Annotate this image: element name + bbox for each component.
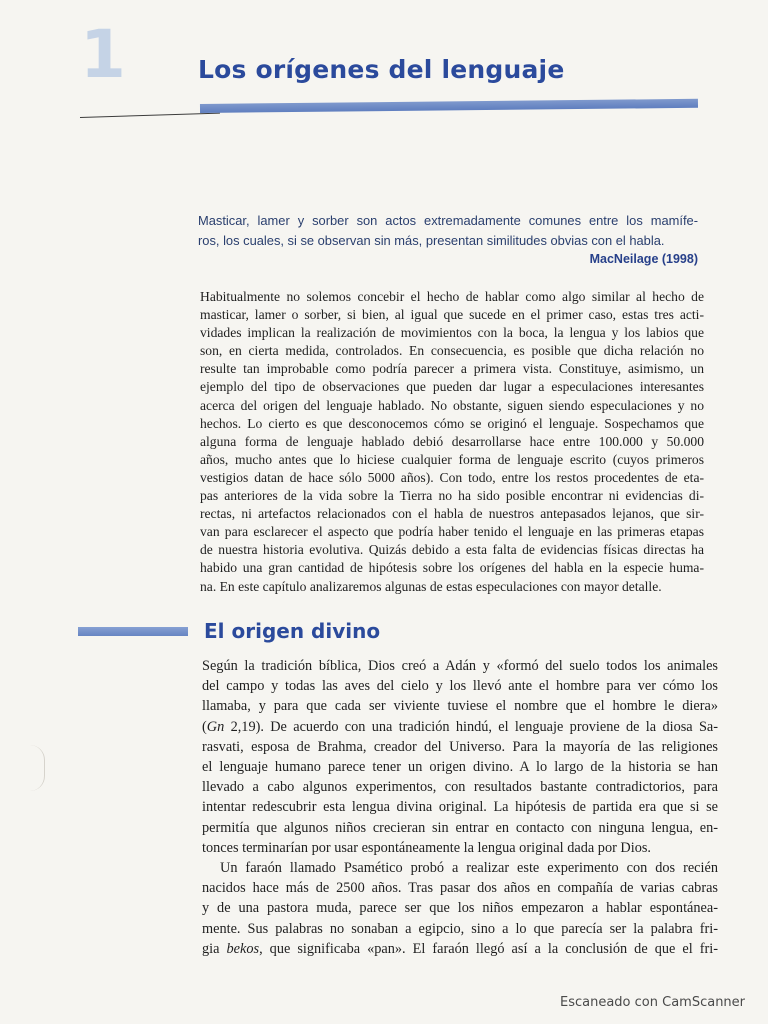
section-marker-bar (78, 627, 188, 636)
body-line: habido una gran cantidad de hipótesis sobre los orígenes del habla en la especie huma- (200, 560, 704, 576)
section-title: El origen divino (204, 619, 381, 643)
section-line: gia bekos, que significaba «pan». El faraón llegó así a la conclusión de que el fri- (202, 940, 718, 957)
body-line: rectas, ni artefactos relacionados con el habla de nuestros antepasados lejanos, que sir- (200, 506, 704, 522)
section-line: el lenguaje humano parece tener un origen divino. A lo largo de la historia se han (202, 759, 718, 776)
section-line: tonces terminarían por usar espontáneamente la lengua original dada por Dios. (202, 839, 652, 856)
body-line: masticar, lamer o sorber, si bien, al igual que sucede en el primer caso, estas tres acti- (200, 307, 704, 323)
body-line: alguna forma de lenguaje hablado debió desarrollarse hace entre 100.000 y 50.000 (200, 433, 704, 449)
section-line: y de una pastora muda, parece ser que los niños empezaron a hablar espontánea- (202, 900, 718, 917)
body-line: ejemplo del tipo de observaciones que pueden dar lugar a especulaciones interesantes (200, 379, 704, 395)
chapter-title: Los orígenes del lenguaje (198, 55, 565, 84)
epigraph-line: ros, los cuales, si se observan sin más, presentan similitudes obvias con el habla. (198, 232, 665, 248)
epigraph-line: Masticar, lamer y sorber son actos extremadamente comunes entre los mamífe- (198, 213, 698, 228)
section-line: permitía que algunos niños crecieran sin entrar en contacto con ninguna lengua, en- (202, 819, 718, 836)
epigraph-attribution: MacNeilage (1998) (589, 252, 698, 266)
body-line: años, mucho antes que lo hiciese cualquier forma de lenguaje escrito (cuyos primeros (200, 451, 704, 467)
section-line: Un faraón llamado Psamético probó a realizar este experimento con dos recién (220, 860, 718, 877)
body-line: hechos. Lo cierto es que desconocemos cómo se originó el lenguaje. Sospechamos que (200, 415, 704, 431)
scanner-watermark: Escaneado con CamScanner (560, 995, 746, 1010)
body-line: pas anteriores de la vida sobre la Tierra no ha sido posible encontrar ni evidencias di- (200, 488, 704, 504)
section-paragraph (202, 656, 718, 959)
body-line: na. En este capítulo analizaremos algunas de estas especulaciones con mayor detalle. (200, 578, 662, 594)
intro-paragraph (200, 288, 704, 596)
body-line: resulte tan improbable como podría parecer a primera vista. Constituye, asimismo, un (200, 361, 704, 377)
section-line: llamaba, y para que cada ser viviente tuviese el nombre que el hombre le diera» (202, 698, 718, 715)
section-line: (Gn 2,19). De acuerdo con una tradición hindú, el lenguaje proviene de la diosa Sa- (202, 718, 718, 735)
epigraph (198, 211, 698, 268)
section-line: nacidos hace más de 2500 años. Tras pasar dos años en compañía de varias cabras (202, 880, 718, 897)
section-line: llevado a cabo algunos experimentos, con resultados bastante contradictorios, para (202, 779, 718, 796)
chapter-number: 1 (80, 16, 126, 93)
title-underline-band (200, 99, 698, 113)
section-line: Según la tradición bíblica, Dios creó a Adán y «formó del suelo todos los animales (202, 658, 718, 674)
section-line: intentar redescubrir esta lengua divina original. La hipótesis de partida era que si se (202, 799, 718, 816)
body-line: vestigios datan de hace sólo 5000 años). Con todo, entre los restos procedentes de eta- (200, 469, 704, 485)
margin-bracket-mark (30, 745, 45, 791)
section-line: del campo y todas las aves del cielo y los llevó ante el hombre para ver cómo los (202, 678, 718, 695)
section-line: rasvati, esposa de Brahma, creador del Universo. Para la mayoría de las religiones (202, 738, 718, 755)
body-line: son, en cierta medida, controlados. En consecuencia, es posible que dicha relación no (200, 343, 704, 359)
body-line: de nuestra historia evolutiva. Quizás debido a esta falta de evidencias físicas directas ha (200, 542, 704, 558)
body-line: van para esclarecer el aspecto que podría haber tenido el lenguaje en las primeras etapas (200, 524, 704, 540)
title-underline-thin (80, 113, 220, 118)
body-line: acerca del origen del lenguaje hablado. No obstante, siguen siendo especulaciones y no (200, 397, 704, 413)
body-line: Habitualmente no solemos concebir el hecho de hablar como algo similar al hecho de (200, 289, 704, 304)
section-line: mente. Sus palabras no sonaban a egipcio, sino a lo que parecía ser la palabra fri- (202, 920, 718, 937)
body-line: vidades implican la realización de movimientos con la boca, la lengua y los labios que (200, 325, 704, 341)
